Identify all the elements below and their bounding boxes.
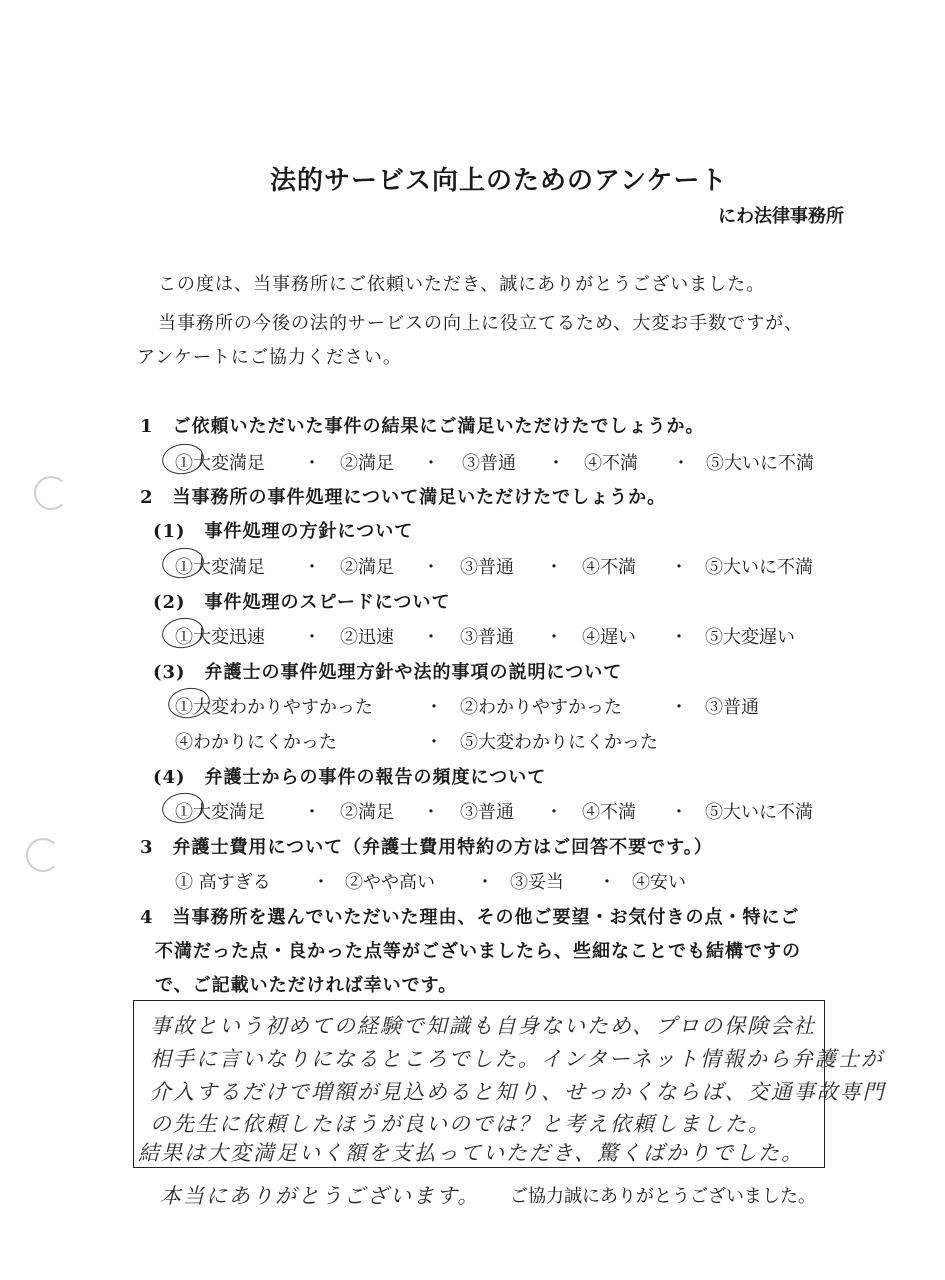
q2-2-option-2[interactable]: ②迅速 <box>340 627 394 648</box>
q2-3-option-3[interactable]: ③普通 <box>705 697 759 718</box>
question-4-label-line-3: で、ご記載いただければ幸いです。 <box>155 975 458 996</box>
q1-option-2[interactable]: ②満足 <box>340 453 394 474</box>
q3-option-4[interactable]: ④安い <box>632 872 686 893</box>
q1-sep: ・ <box>672 453 690 474</box>
intro-line-3: アンケートにご協力ください。 <box>137 347 402 368</box>
q2-4-option-3[interactable]: ③普通 <box>460 802 514 823</box>
q2-1-sep: ・ <box>303 557 321 578</box>
q2-1-option-3[interactable]: ③普通 <box>460 557 514 578</box>
q2-1-option-5[interactable]: ⑤大いに不満 <box>705 557 813 578</box>
punch-hole-top <box>34 476 68 510</box>
q2-1-option-1[interactable]: ①大変満足 <box>175 557 265 578</box>
document-title: 法的サービス向上のためのアンケート <box>270 166 728 196</box>
q1-option-1[interactable]: ①大変満足 <box>175 453 265 474</box>
q2-2-sep: ・ <box>545 627 563 648</box>
answer-line-3: 介入するだけで増額が見込めると知り、せっかくならば、交通事故専門 <box>150 1080 886 1104</box>
question-2-2-label: (2) 事件処理のスピードについて <box>153 592 451 613</box>
q3-option-3[interactable]: ③妥当 <box>510 872 564 893</box>
q2-4-sep: ・ <box>422 802 440 823</box>
q1-option-4[interactable]: ④不満 <box>584 453 638 474</box>
q1-option-5[interactable]: ⑤大いに不満 <box>706 453 814 474</box>
q2-2-sep: ・ <box>422 627 440 648</box>
question-4-label-line-1: 4 当事務所を選んでいただいた理由、その他ご要望・お気付きの点・特にご <box>140 907 800 928</box>
q1-option-3[interactable]: ③普通 <box>462 453 516 474</box>
q2-1-option-2[interactable]: ②満足 <box>340 557 394 578</box>
q2-1-sep: ・ <box>422 557 440 578</box>
q2-4-sep: ・ <box>303 802 321 823</box>
question-2-4-label: (4) 弁護士からの事件の報告の頻度について <box>153 767 547 788</box>
q2-3-option-2[interactable]: ②わかりやすかった <box>460 697 622 718</box>
q2-2-option-3[interactable]: ③普通 <box>460 627 514 648</box>
q2-4-sep: ・ <box>545 802 563 823</box>
q1-sep: ・ <box>547 453 565 474</box>
question-2-3-label: (3) 弁護士の事件処理方針や法的事項の説明について <box>153 662 623 683</box>
q2-4-option-5[interactable]: ⑤大いに不満 <box>705 802 813 823</box>
q2-4-sep: ・ <box>670 802 688 823</box>
q2-2-sep: ・ <box>670 627 688 648</box>
q2-3-option-5[interactable]: ⑤大変わかりにくかった <box>460 732 658 753</box>
q2-4-option-4[interactable]: ④不満 <box>582 802 636 823</box>
q3-sep: ・ <box>312 872 330 893</box>
q2-4-option-2[interactable]: ②満足 <box>340 802 394 823</box>
closing-thanks: ご協力誠にありがとうございました。 <box>510 1186 816 1207</box>
intro-line-2: 当事務所の今後の法的サービスの向上に役立てるため、大変お手数ですが、 <box>158 313 804 334</box>
answer-line-4: の先生に依頼したほうが良いのでは？と考え依頼しました。 <box>150 1112 771 1136</box>
q3-sep: ・ <box>598 872 616 893</box>
answer-line-1: 事故という初めての経験で知識も自身ないため、プロの保険会社 <box>150 1014 817 1038</box>
question-2-label: 2 当事務所の事件処理について満足いただけたでしょうか。 <box>140 487 667 508</box>
q3-option-1[interactable]: ① 高すぎる <box>175 872 271 893</box>
q2-3-sep: ・ <box>670 697 688 718</box>
question-1-label: 1 ご依頼いただいた事件の結果にご満足いただけたでしょうか。 <box>140 416 705 437</box>
q2-2-option-4[interactable]: ④遅い <box>582 627 636 648</box>
question-4-label-line-2: 不満だった点・良かった点等がございましたら、些細なことでも結構ですの <box>155 941 801 962</box>
question-3-label: 3 弁護士費用について（弁護士費用特約の方はご回答不要です。） <box>140 837 713 858</box>
q2-2-option-1[interactable]: ①大変迅速 <box>175 627 265 648</box>
q2-3-sep: ・ <box>425 732 443 753</box>
q3-sep: ・ <box>476 872 494 893</box>
q2-2-sep: ・ <box>303 627 321 648</box>
q2-2-option-5[interactable]: ⑤大変遅い <box>705 627 795 648</box>
q2-1-option-4[interactable]: ④不満 <box>582 557 636 578</box>
question-2-1-label: (1) 事件処理の方針について <box>153 521 414 542</box>
q2-1-sep: ・ <box>545 557 563 578</box>
handwritten-extra-note: 本当にありがとうございます。 <box>160 1184 481 1208</box>
firm-name: にわ法律事務所 <box>718 206 844 227</box>
q2-3-option-4[interactable]: ④わかりにくかった <box>175 732 337 753</box>
q1-sep: ・ <box>303 453 321 474</box>
answer-line-5: 結果は大変満足いく額を支払っていただき、驚くばかりでした。 <box>138 1141 805 1165</box>
q1-sep: ・ <box>422 453 440 474</box>
q2-4-option-1[interactable]: ①大変満足 <box>175 802 265 823</box>
punch-hole-bottom <box>26 838 60 872</box>
q2-3-option-1[interactable]: ①大変わかりやすかった <box>175 697 373 718</box>
answer-line-2: 相手に言いなりになるところでした。インターネット情報から弁護士が <box>150 1047 884 1071</box>
q3-option-2[interactable]: ②やや高い <box>345 872 435 893</box>
intro-line-1: この度は、当事務所にご依頼いただき、誠にありがとうございました。 <box>158 274 766 295</box>
q2-3-sep: ・ <box>425 697 443 718</box>
q2-1-sep: ・ <box>670 557 688 578</box>
